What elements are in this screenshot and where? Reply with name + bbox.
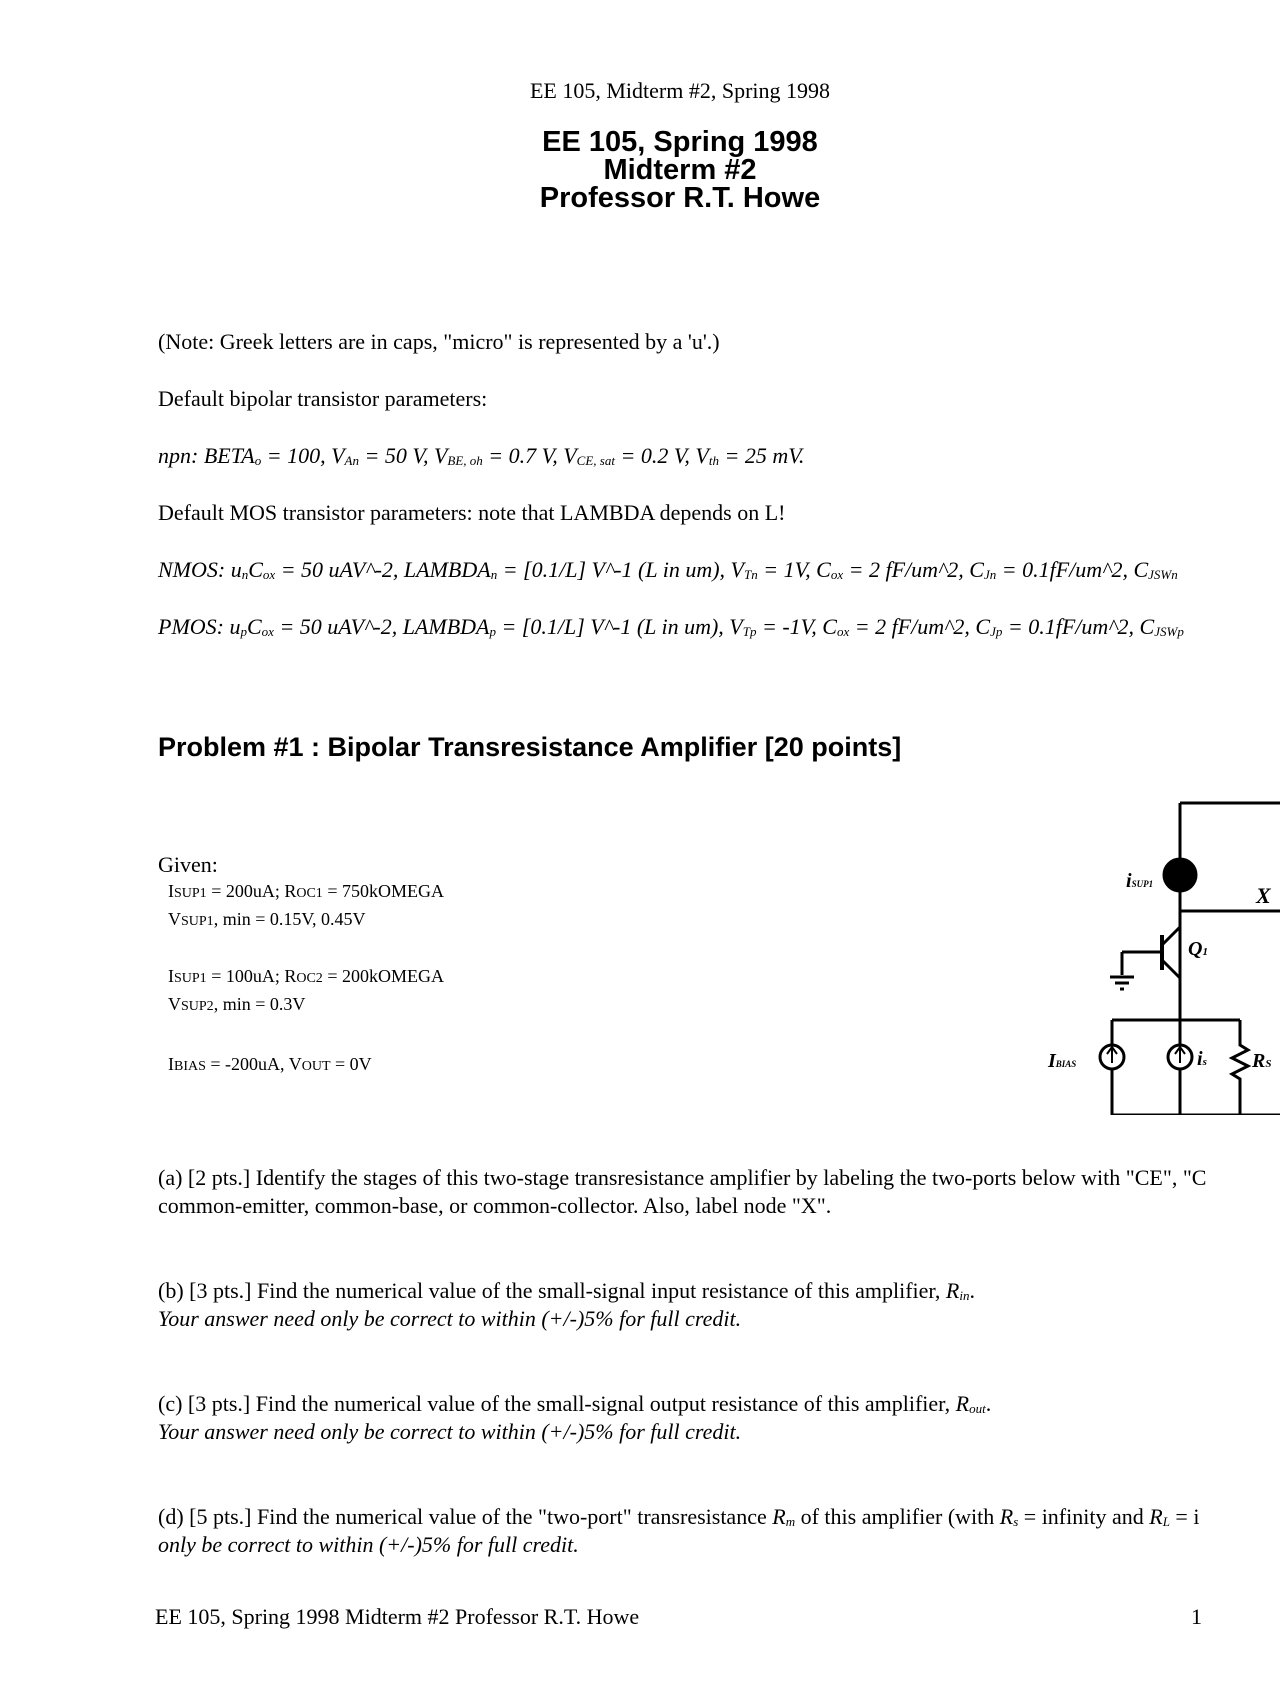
part-symbol: R [772,1504,786,1529]
running-header: EE 105, Midterm #2, Spring 1998 [529,78,831,103]
nmos-params [158,557,1178,583]
param-sub: Jp [990,624,1003,639]
mos-heading: Default MOS transistor parameters: note that LAMBDA depends on L! [158,500,786,525]
param-text: = [0.1/L] V^-1 (L in um), V [497,557,744,582]
param-text: = 0.1fF/um^2, C [996,557,1149,582]
bipolar-heading: Default bipolar transistor parameters: [158,386,488,411]
problem-heading: Problem #1 : Bipolar Transresistance Amplifier [20 points] [158,732,902,762]
given-text: = 200uA; R [206,881,297,901]
param-sub: JSWp [1154,624,1184,639]
given-text: = 100uA; R [206,966,297,986]
label-text: i [1126,870,1132,892]
part-b-line-1 [158,1278,975,1304]
param-text: = -1V, C [756,614,837,639]
given-text: = -200uA, V [205,1054,302,1074]
label-sub: S [1265,1058,1272,1070]
part-d-line-1 [158,1504,1199,1530]
given-sub: OC2 [296,971,323,986]
param-sub: An [344,453,359,468]
given-text: I [168,881,174,901]
given-text: , min = 0.15V, 0.45V [213,909,366,929]
label-text: I [1048,1050,1056,1072]
param-text: npn: BETA [158,443,255,468]
given-label: Given: [158,852,218,877]
label-sub: s [1202,1056,1207,1068]
given-text: V [168,909,181,929]
part-a-line-1: (a) [2 pts.] Identify the stages of this two-stage transresistance amplifier by labeling the two-ports below with "CE", "C [158,1165,1207,1190]
param-sub: JSWn [1148,567,1178,582]
part-sub: in [959,1288,970,1303]
is-label [1197,1048,1207,1070]
param-sub: p [240,624,247,639]
given-sub: SUP2 [181,999,214,1014]
part-symbol: R [945,1278,960,1303]
note-text: (Note: Greek letters are in caps, "micro" is represented by a 'u'.) [158,329,720,354]
param-sub: ox [261,624,274,639]
part-symbol: R [955,1391,970,1416]
part-text: (b) [3 pts.] Find the numerical value of the small-signal input resistance of this amplifier, [158,1278,946,1303]
label-sub: 1 [1202,946,1208,958]
page-footer: EE 105, Spring 1998 Midterm #2 Professor R.T. Howe [155,1604,640,1629]
part-b-line-2: Your answer need only be correct to within (+/-)5% for full credit. [158,1306,742,1331]
part-sub: m [785,1514,796,1529]
part-a-line-2: common-emitter, common-base, or common-collector. Also, label node "X". [158,1193,832,1218]
rs-label [1251,1050,1271,1072]
part-text: . [985,1391,992,1416]
param-sub: n [490,567,498,582]
pmos-params [158,614,1184,640]
given-line-2 [168,909,366,930]
given-text: I [168,966,174,986]
given-sub: SUP1 [174,971,207,986]
label-sub: SUP1 [1131,879,1154,889]
node-x-label: X [1256,883,1271,908]
q1-collector-lead [1162,927,1180,945]
part-text: of this amplifier (with [795,1504,1000,1529]
part-d-line-2: only be correct to within (+/-)5% for full credit. [158,1532,579,1557]
given-line-3 [168,966,444,987]
label-text: Q [1188,938,1203,960]
title-line-3: Professor R.T. Howe [539,182,821,214]
part-sub: out [969,1401,986,1416]
label-text: R [1252,1050,1266,1072]
param-sub: Tp [742,624,757,639]
param-sub: th [708,453,719,468]
param-text: = 0.7 V, V [482,443,577,468]
ibias-label [1047,1050,1076,1072]
param-sub: Tn [743,567,758,582]
q1-emitter-lead [1162,960,1180,978]
part-text: = infinity and [1018,1504,1150,1529]
param-text: = 50 V, V [359,443,448,468]
param-sub: CE, sat [576,453,615,468]
q1-label [1188,938,1208,960]
part-c-line-1 [158,1391,991,1417]
page-title [0,128,1280,212]
param-text: PMOS: u [158,614,241,639]
param-sub: n [241,567,249,582]
param-sub: BE, oh [447,453,483,468]
param-sub: o [254,453,262,468]
given-sub: SUP1 [174,886,207,901]
param-text: = 1V, C [757,557,831,582]
given-line-5 [168,1054,372,1075]
param-text: = 50 uAV^-2, LAMBDA [275,557,491,582]
given-text: = 200kOMEGA [322,966,444,986]
part-text: = i [1169,1504,1200,1529]
part-text: (d) [5 pts.] Find the numerical value of the "two-port" transresistance [158,1504,773,1529]
param-sub: ox [830,567,844,582]
given-text: , min = 0.3V [213,994,306,1014]
param-sub: p [489,624,496,639]
part-sub: s [1013,1514,1019,1529]
param-sub: ox [262,567,276,582]
given-line-1 [168,881,444,902]
bipolar-params [158,443,804,469]
title-line-1: EE 105, Spring 1998 [542,126,818,158]
given-text: V [168,994,181,1014]
isup1-label [1126,870,1153,892]
param-text: = 2 fF/um^2, C [843,557,984,582]
param-sub: Jn [983,567,997,582]
given-sub: OUT [301,1059,331,1074]
param-text: NMOS: u [158,557,242,582]
part-c-line-2: Your answer need only be correct to within (+/-)5% for full credit. [158,1419,742,1444]
param-text: C [248,557,263,582]
ground-icon [1110,977,1134,989]
param-text: = 2 fF/um^2, C [849,614,991,639]
part-text: . [969,1278,975,1303]
param-text: C [246,614,262,639]
given-text: = 750kOMEGA [322,881,444,901]
param-text: = 25 mV. [718,443,805,468]
given-text: I [168,1054,174,1074]
given-text: = 0V [330,1054,372,1074]
part-sub: L [1162,1514,1170,1529]
given-sub: SUP1 [181,914,214,929]
given-line-4 [168,994,305,1015]
label-text: i [1197,1048,1203,1070]
page-number: 1 [1191,1604,1202,1629]
circuit-schematic [1040,795,1280,1115]
given-sub: BIAS [174,1059,206,1074]
isup1-current-source [1164,859,1196,891]
param-text: = 100, V [261,443,345,468]
title-line-2: Midterm #2 [603,154,757,186]
param-sub: ox [836,624,850,639]
part-text: (c) [3 pts.] Find the numerical value of the small-signal output resistance of this amplifier, [158,1391,956,1416]
param-text: = [0.1/L] V^-1 (L in um), V [495,614,743,639]
label-sub: BIAS [1055,1059,1077,1069]
part-symbol: R [1149,1504,1163,1529]
param-text: = 0.1fF/um^2, C [1002,614,1155,639]
rs-resistor [1232,1020,1248,1115]
given-sub: OC1 [296,886,323,901]
param-text: = 0.2 V, V [614,443,709,468]
param-text: = 50 uAV^-2, LAMBDA [273,614,490,639]
part-symbol: R [999,1504,1014,1529]
